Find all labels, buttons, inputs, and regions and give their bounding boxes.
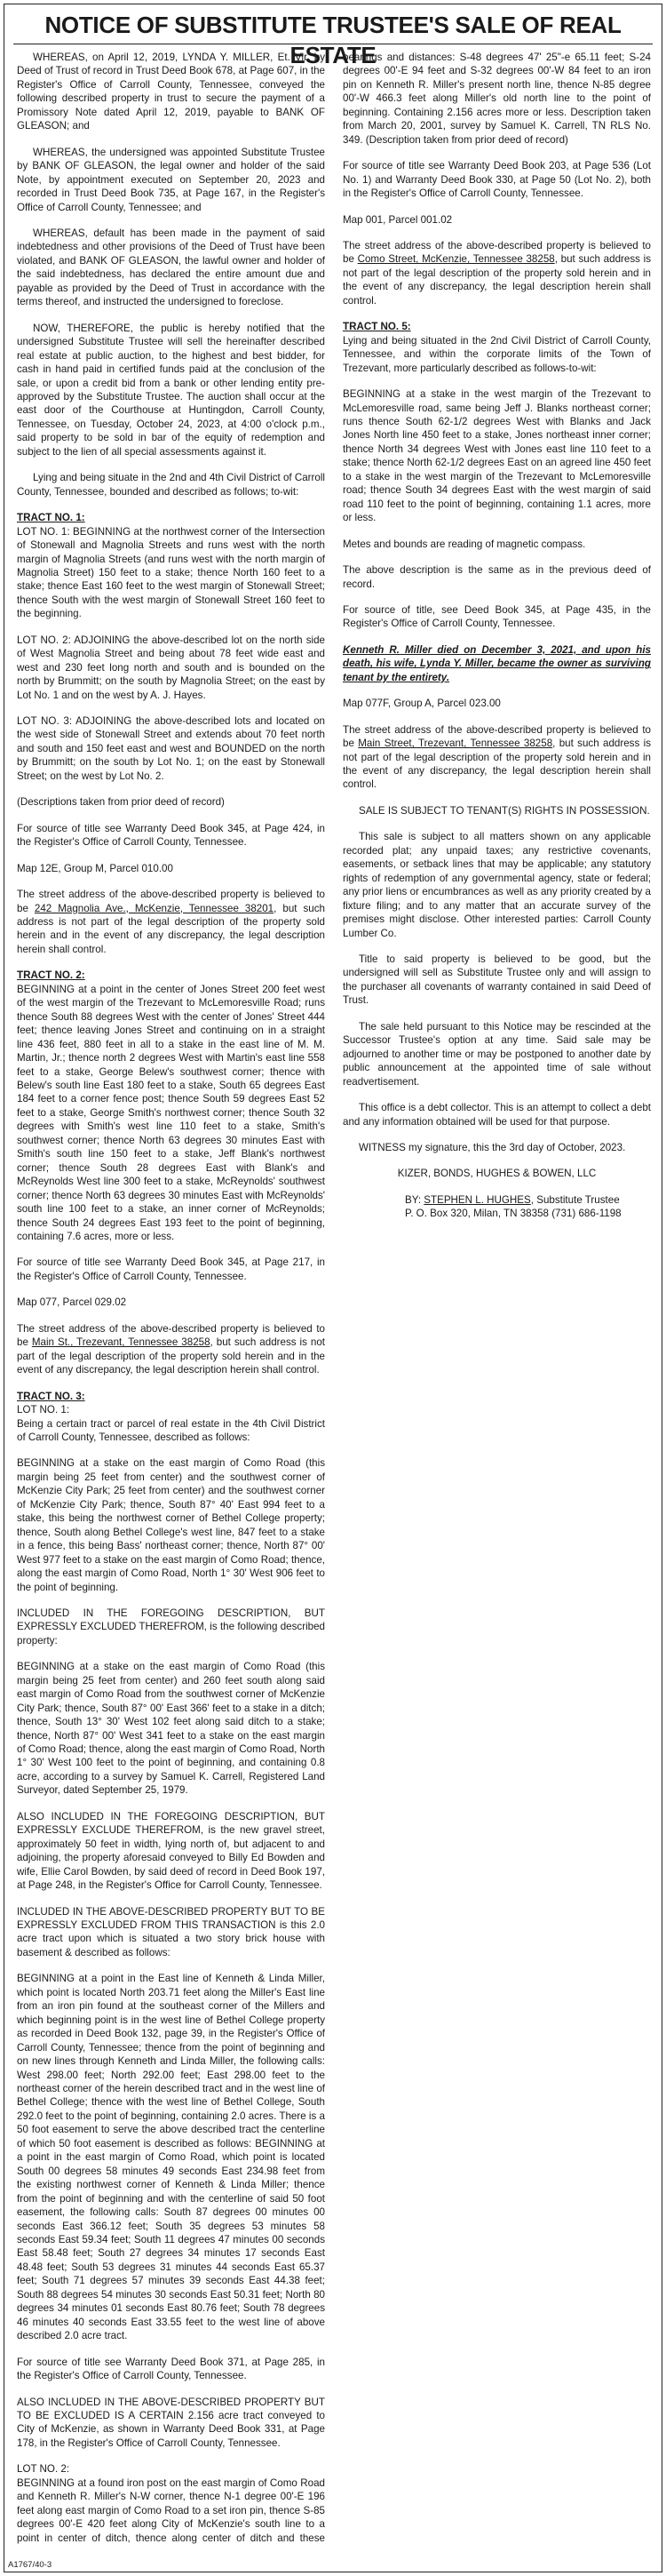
tract-1-heading: TRACT NO. 1: [17, 512, 85, 524]
possession-notice: SALE IS SUBJECT TO TENANT(S) RIGHTS IN POSSESSION. [359, 804, 650, 817]
tract-3-exclusion-3: INCLUDED IN THE ABOVE-DESCRIBED PROPERTY BUT TO BE EXPRESSLY EXCLUDED FROM THIS TRANSACTION is this 2.0 acre tract upon which is situated a two story brick house with basement & described as follows: [17, 1905, 325, 1958]
tract-5-description: BEGINNING at a stake in the west margin of the Trezevant to McLemoresville road, same being Jeff J. Blanks northeast corner; runs thence South 62-1/2 degrees West with Blanks and Jack Jones North line 450 feet to a stake, Jones northeast inner corner; thence North 34 degrees West with Jones east line 110 feet to a stake; thence North 62-1/2 degrees East on an agreed line 450 feet to a stake in the west margin of the Trezevant to McLemoresville road; thence South 34 degrees East with the west margin of said road 110 feet to the point of beginning, containing 1.1 acres, more or less. [343, 388, 651, 524]
address-disclaimer: , but such address is not part of the legal description of the property sold herein and in the event of any discrepancy, the legal description herein shall control. [343, 738, 651, 791]
address-intro: The street address of the above-described property is believed to be [343, 723, 651, 750]
address-intro: The street address of the above-described property is believed to be [17, 1322, 325, 1349]
tract-1-description-note: (Descriptions taken from prior deed of record) [17, 796, 225, 809]
tract-3-lot-2-description: BEGINNING at a found iron post on the east margin of Como Road and Kenneth R. Miller's N-W corner, thence N-1 degree 00'-E 196 feet along east margin of Como Road to a set iron pin, thence S-85 degrees 00'-E 420 feet along City of McKenzie's south line to a point in center of ditch, thence along center of ditch and these bearings and distances: S-48 degrees 47' 25"-e 65.11 feet; S-24 degrees 00'-E 94 feet and S-32 degrees 00'-W 84 feet to an iron pin on Kenneth R. Miller's present north line, thence N-85 degree 00'-W 466.3 feet along Miller's old north line to the point of beginning. Containing 2.156 acres more or less. Description taken from March 20, 2001, survey by Samuel K. Carrell, TN RLS No. 349. (Description taken from prior deed of record) [17, 52, 651, 2544]
subject-to-paragraph: This sale is subject to all matters shown on any applicable recorded plat; any unpaid taxes; any restrictive covenants, easements, or setback lines that may be applicable; any statutory rights of redemption of any governmental agency, state or federal; any prior liens or encumbrances as well as any priority created by a fixture filing; and to any matter that an accurate survey of the premises might disclose. Other interested parties: Carroll County Lumber Co. [343, 831, 651, 939]
tract-5-address [343, 723, 651, 792]
street-address: Main St., Trezevant, Tennessee 38258 [31, 1336, 210, 1349]
ad-code: A1767/40-3 [8, 2560, 52, 2570]
tract-1-source-of-title: For source of title see Warranty Deed Book 345, at Page 424, in the Register's Office of Carroll County, Tennessee. [17, 822, 325, 849]
tract-5-map: Map 077F, Group A, Parcel 023.00 [343, 698, 501, 710]
tract-3-heading: TRACT NO. 3: [17, 1390, 85, 1402]
tract-1-lot-3: LOT NO. 3: ADJOINING the above-described lots and located on the west side of Stonewall Street and extends about 70 feet north and south and 150 feet east and west and BOUNDED on the north by Brummitt; on the south by Lot No. 1; on the east by Stonewall Street; on the west by Lot No. 2. [17, 715, 325, 782]
tract-2-source-of-title: For source of title see Warranty Deed Book 345, at Page 217, in the Register's Office of Carroll County, Tennessee. [17, 1256, 325, 1282]
rescind-paragraph: The sale held pursuant to this Notice may be rescinded at the Successor Trustee's option at any time. Said sale may be adjourned to another time or may be postponed to another date by public announcement at the appointed time of sale without readvertisement. [343, 1020, 651, 1088]
notice-title: NOTICE OF SUBSTITUTE TRUSTEE'S SALE OF REAL ESTATE [44, 12, 622, 68]
tract-1-lot-1: LOT NO. 1: BEGINNING at the northwest corner of the Intersection of Stonewall and Magnolia Streets and runs west with the north margin of Magnolia Streets (and runs west with the north margin of Magnolia Street) 150 feet to a stake; thence North 160 feet to a stake; thence East 160 feet to the west margin of Stonewall Street; thence South with the west margin of Stonewall Street 160 feet to the beginning. [17, 525, 325, 620]
trustee-name: STEPHEN L. HUGHES [424, 1193, 531, 1206]
tract-3-also-included: ALSO INCLUDED IN THE ABOVE-DESCRIBED PROPERTY BUT TO BE EXCLUDED IS A CERTAIN 2.156 acre tract conveyed to City of McKenzie, as shown in Warranty Deed Book 331, at Page 178, in the Register's Office of Carroll County, Tennessee. [17, 2396, 325, 2449]
tract-3-lot-1-intro: Being a certain tract or parcel of real estate in the 4th Civil District of Carroll County, Tennessee, described as follows: [17, 1417, 325, 1443]
tract-2-heading: TRACT NO. 2: [17, 969, 85, 982]
tract-3-lot-1-label: LOT NO. 1: [17, 1404, 70, 1416]
tract-3-exclusion-3-description: BEGINNING at a point in the East line of Kenneth & Linda Miller, which point is located North 203.71 feet along the Miller's East line from an iron pin found at the southeast corner of the Millers and which beginning point is in the west line of Bethel College property as recorded in Deed Book 132, page 39, in the Register's Office of Carroll County, Tennessee; thence from the point of beginning and on new lines through Kenneth and Linda Miller, the following calls: West 298.00 feet; North 292.00 feet; East 298.00 feet to the northeast corner of the herein described tract and in the west line of Bethel College; thence with the west line of Bethel College, South 292.0 feet to the point of beginning, containing 2.0 acres. There is a 50 foot easement to serve the above described tract the centerline of which 50 foot easement is described as follows: BEGINNING at a point in the east margin of Como Road, which point is located South 00 degrees 58 minutes 49 seconds East 234.98 feet from the existing northwest corner of Kenneth & Linda Miller; thence from the point of beginning and with the centerline of said 50 foot easement, the following calls: South 87 degrees 00 minutes 00 seconds East 366.12 feet; South 35 degrees 53 minutes 58 seconds East 59.34 feet; South 11 degrees 47 minutes 00 seconds East 58.48 feet; South 27 degrees 34 minutes 17 seconds East 48.48 feet; South 53 degrees 31 minutes 44 seconds East 65.37 feet; South 71 degrees 57 minutes 39 seconds East 44.38 feet; South 88 degrees 54 minutes 30 seconds East 50.31 feet; North 80 degrees 34 minutes 01 seconds East 80.76 feet; South 78 degrees 46 minutes 40 seconds East 33.55 feet to the west line of above described 2.0 acre tract. [17, 1973, 325, 2342]
tract-1-lot-2: LOT NO. 2: ADJOINING the above-described lot on the north side of West Magnolia Street and being about 78 feet wide east and west and 230 feet long north and south and is bounded on the north by Brummitt; on the south by Magnolia Street; on the east by Lot No. 1 and on the west by A. J. Hayes. [17, 634, 325, 701]
property-intro: Lying and being situate in the 2nd and 4th Civil District of Carroll County, Tennessee, bounded and described as follows; to-wit: [17, 472, 325, 498]
tract-3-exclusion-1-description: BEGINNING at a stake on the east margin of Como Road (this margin being 25 feet from center) and 260 feet south along said east margin of Como Road from the southwest corner of McKenzie City Park; thence, South 87° 00' East 366' feet to a stake in a ditch; thence, South 13° 30' West 102 feet along said ditch to a stake; thence, North 87° 00' West 341 feet to a stake on the east margin of Como Road; thence, along the east margin of Como Road, North 1° 30' West 100 feet to the point of beginning, and containing 0.8 acre, according to a survey by Samuel K. Carrell, Registered Land Surveyor, dated September 25, 1979. [17, 1661, 325, 1797]
tract-3-map: Map 001, Parcel 001.02 [343, 213, 453, 226]
tract-3-lot-2-source-of-title: For source of title see Warranty Deed Book 203, at Page 536 (Lot No. 1) and Warranty Deed Book 330, at Page 50 (Lot No. 2), both in the Register's Office of Carroll County, Tennessee. [343, 160, 651, 200]
notice-body [17, 51, 651, 2556]
tract-5-intro: Lying and being situated in the 2nd Civil District of Carroll County, Tennessee, and within the corporate limits of the Town of Trezevant, more particularly described as follows-to-wit: [343, 334, 651, 374]
now-therefore-paragraph: NOW, THEREFORE, the public is hereby notified that the undersigned Substitute Trustee will sell the hereinafter described real estate at public auction, to the highest and best bidder, for cash in hand paid in certified funds paid at the conclusion of the sale, or upon a credit bid from a bank or other lending entity pre-approved by the Substitute Trustee. The auction shall occur at the east door of the Courthouse at Huntingdon, Carroll County, Tennessee, on Tuesday, October 24, 2023, at 4:00 o'clock p.m., said property to be sold in bar of the equity of redemption and subject to the lien of all special assessments against it. [17, 322, 325, 458]
ownership-note-text: Kenneth R. Miller died on December 3, 2021, and upon his death, his wife, Lynda Y. Miller, became the owner as surviving tenant by the entirety. [343, 643, 651, 683]
signature-prefix: BY: [405, 1193, 424, 1206]
tract-5-heading: TRACT NO. 5: [343, 321, 411, 333]
tract-5-same-description: The above description is the same as in the previous deed of record. [343, 564, 651, 590]
tract-3-source-of-title: For source of title see Warranty Deed Book 371, at Page 285, in the Register's Office of Carroll County, Tennessee. [17, 2356, 325, 2382]
law-firm-name: KIZER, BONDS, HUGHES & BOWEN, LLC [397, 1168, 597, 1180]
street-address: 242 Magnolia Ave., McKenzie, Tennessee 38201 [34, 902, 274, 914]
signature-line [343, 1193, 651, 1207]
street-address: Main Street, Trezevant, Tennessee 38258 [358, 738, 553, 750]
whereas-paragraph-1: WHEREAS, on April 12, 2019, LYNDA Y. MILLER, Et. Vir. by Deed of Trust of record in Trust Deed Book 678, at Page 607, in the Register's Office of Carroll County, Tennessee, conveyed the following described property in trust to secure the payment of a Promissory Note dated April 12, 2019, payable to BANK OF GLEASON; and [17, 52, 325, 132]
whereas-paragraph-2: WHEREAS, the undersigned was appointed Substitute Trustee by BANK OF GLEASON, the legal owner and holder of the said Note, by appointment executed on September 20, 2023 and recorded in Trust Deed Book 735, at Page 167, in the Register's Office of Carroll County, Tennessee; and [17, 146, 325, 213]
legal-notice [4, 4, 662, 2572]
address-intro: The street address of the above-described property is believed to be [343, 239, 651, 266]
address-disclaimer: , but such address is not part of the legal description of the property sold herein and in the event of any discrepancy, the legal description herein shall control. [17, 1336, 325, 1376]
tract-3-lot-1-description: BEGINNING at a stake on the east margin of Como Road (this margin being 25 feet from center) and the southwest corner of McKenzie City Park; 25 feet from center) and the southwest corner of McKenzie City Park; thence, South 87° 40' East 994 feet to a stake, this being the northwest corner of Bethel College property; thence, South along Bethel College's west line, 847 feet to a stake in a fence, this being Bass' northeast corner; thence, North 87° 00' West 977 feet to a stake on the east margin of Como Road; thence, along the east margin of Como Road, North 1° 30' West 906 feet to the point of beginning. [17, 1457, 325, 1593]
tract-3-exclusion-1: INCLUDED IN THE FOREGOING DESCRIPTION, BUT EXPRESSLY EXCLUDED THEREFROM, is the following described property: [17, 1607, 325, 1647]
address-disclaimer: , but such address is not part of the legal description of the property sold herein and in the event of any discrepancy, the legal description herein shall control. [343, 253, 651, 307]
tract-1-map: Map 12E, Group M, Parcel 010.00 [17, 862, 173, 874]
ownership-note [343, 643, 651, 684]
tract-2-map: Map 077, Parcel 029.02 [17, 1296, 127, 1309]
tract-2-address [17, 1322, 325, 1377]
witness-paragraph: WITNESS my signature, this the 3rd day of October, 2023. [359, 1142, 626, 1153]
debt-collector-paragraph: This office is a debt collector. This is an attempt to collect a debt and any information obtained will be used for that purpose. [343, 1102, 651, 1128]
tract-5-metes-note: Metes and bounds are reading of magnetic compass. [343, 538, 586, 550]
firm-address: P. O. Box 320, Milan, TN 38358 (731) 686-1198 [405, 1208, 622, 1220]
whereas-paragraph-3: WHEREAS, default has been made in the payment of said indebtedness and other provisions of the Deed of Trust have been violated, and BANK OF GLEASON, the lawful owner and holder of the said indebtedness, has declared the entire amount due and payable as provided by the Deed of Trust in accordance with the terms thereof, and instructed the undersigned to foreclose. [17, 227, 325, 308]
tract-1-address [17, 888, 325, 956]
tract-3-lot-2-label: LOT NO. 2: [17, 2463, 70, 2476]
trustee-title: , Substitute Trustee [530, 1193, 620, 1206]
tract-5-source-of-title: For source of title, see Deed Book 345, at Page 435, in the Register's Office of Carroll County, Tennessee. [343, 603, 651, 630]
title-paragraph: Title to said property is believed to be good, but the undersigned will sell as Substitute Trustee only and will assign to the purchaser all covenants of warranty contained in said Deed of Trust. [343, 953, 651, 1007]
street-address: Como Street, McKenzie, Tennessee 38258 [357, 253, 555, 266]
tract-3-exclusion-2: ALSO INCLUDED IN THE FOREGOING DESCRIPTION, BUT EXPRESSLY EXCLUDE THEREFROM, is the new gravel street, approximately 50 feet in width, lying north of, but adjacent to and adjoining, the property aforesaid conveyed to Billy Ed Bowden and wife, Ellie Carol Bowden, by said deed of record in Deed Book 197, at Page 248, in the Register's Office for Carroll County, Tennessee. [17, 1810, 325, 1892]
tract-2-description: BEGINNING at a point in the center of Jones Street 200 feet west of the west margin of the Trezevant to McLemoresville Road; runs thence South 88 degrees West with the center of Jones' Street 444 feet; thence leaving Jones Street and continuing on in a straight line 436 feet, 880 feet in all to a stake in the east line of M. M. Martin, Jr.; thence north 2 degrees West with Martin's east line 558 feet to a stake, George Belew's southwest corner; thence with Belew's south line East 180 feet to a stake, South 65 degrees East 184 feet to a corner fence post; thence South 59 degrees East 52 feet to a stake, George Smith's northwest corner; thence South 32 degrees with Smith's west line 110 feet to a stake, Smith's southwest corner; thence North 63 degrees 30 minutes East with Smith's south line 150 feet to a stake, Jeff Blank's northwest corner; thence South 28 degrees East with Blank's and McReynolds West line 300 feet to a stake, McReynolds' southwest corner; thence North 63 degrees 30 minutes East with McReynolds' south line 100 feet to a stake, an inner corner of McReynolds; thence South 24 degrees East 193 feet to the point of beginning, containing 7.6 acres, more or less. [17, 983, 325, 1242]
address-disclaimer: , but such address is not part of the legal description of the property sold herein and in the event of any discrepancy, the legal description herein shall control. [17, 902, 325, 955]
tract-3-address [343, 239, 651, 307]
address-intro: The street address of the above-described property is believed to be [17, 889, 325, 914]
